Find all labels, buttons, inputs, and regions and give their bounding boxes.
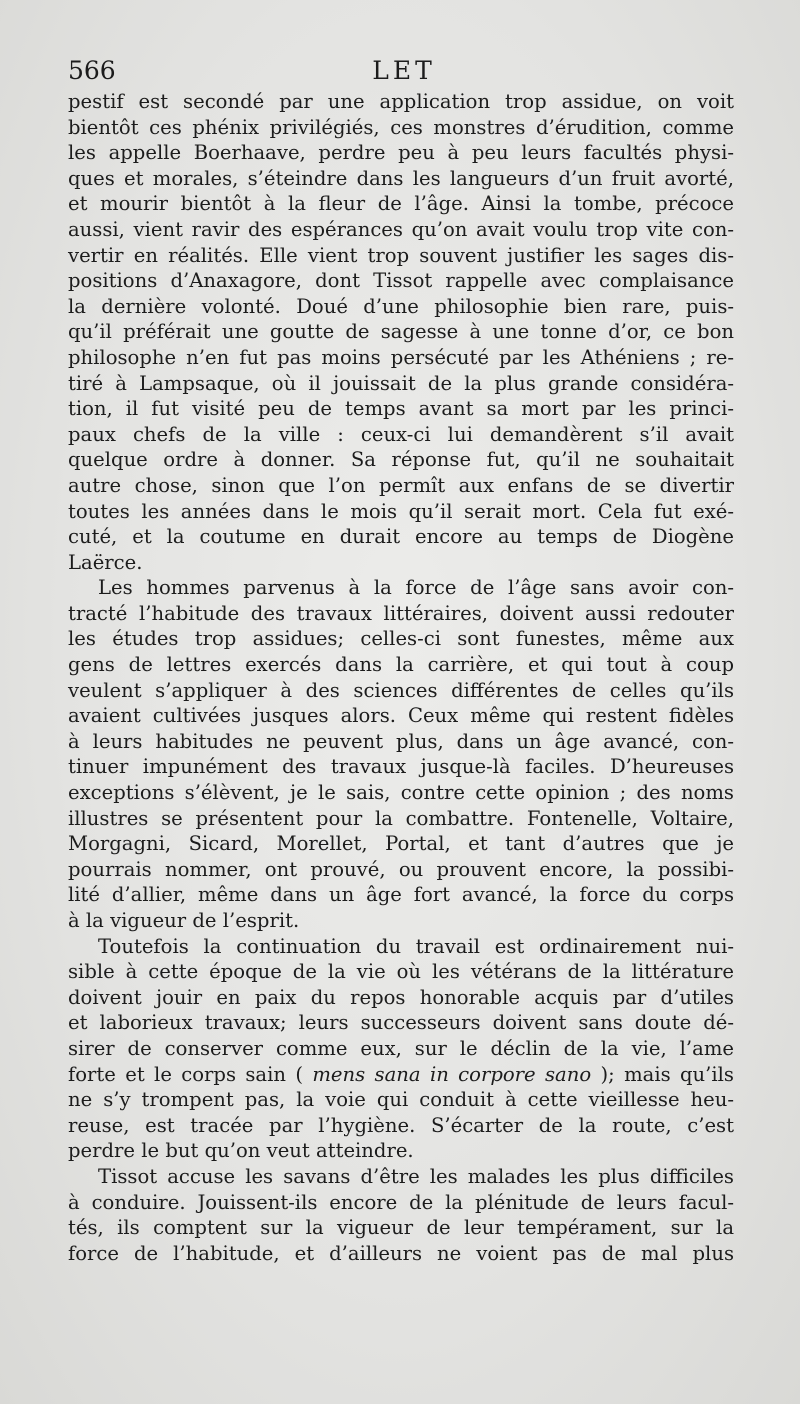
paragraph-hommes-parvenus — [68, 575, 734, 933]
text-line: lité d’allier, même dans un âge fort avancé, la force du corps — [68, 883, 734, 907]
text-line: autre chose, sinon que l’on permît aux enfans de se divertir — [68, 473, 734, 497]
text-line: sible à cette époque de la vie où les vétérans de la littérature — [68, 960, 734, 984]
text-line: et laborieux travaux; leurs successeurs doivent sans doute dé- — [68, 1011, 734, 1035]
body-text — [68, 89, 734, 1266]
text-line: la dernière volonté. Doué d’une philosophie bien rare, puis- — [68, 294, 734, 318]
text-line: force de l’habitude, et d’ailleurs ne voient pas de mal plus — [68, 1241, 734, 1265]
text-line: philosophe n’en fut pas moins persécuté par les Athéniens ; re- — [68, 345, 734, 369]
text-line: bientôt ces phénix privilégiés, ces monstres d’érudition, comme — [68, 115, 734, 139]
text-line: aussi, vient ravir des espérances qu’on avait voulu trop vite con- — [68, 217, 734, 241]
text-line: les appelle Boerhaave, perdre peu à peu leurs facultés physi- — [68, 141, 734, 165]
text-line: gens de lettres exercés dans la carrière, et qui tout à coup — [68, 653, 734, 677]
text-line: tés, ils comptent sur la vigueur de leur tempérament, sur la — [68, 1216, 734, 1240]
text-line: tion, il fut visité peu de temps avant sa mort par les princi- — [68, 397, 734, 421]
text-line: les études trop assidues; celles-ci sont funestes, même aux — [68, 627, 734, 651]
text-line: à la vigueur de l’esprit. — [68, 909, 300, 932]
latin-phrase: mens sana in corpore sano — [312, 1062, 592, 1086]
text-line: tiré à Lampsaque, où il jouissait de la plus grande considéra- — [68, 371, 734, 395]
text-line: et mourir bientôt à la fleur de l’âge. Ainsi la tombe, précoce — [68, 192, 734, 216]
paragraph-tissot — [68, 1164, 734, 1266]
text-line: positions d’Anaxagore, dont Tissot rappelle avec complaisance — [68, 269, 734, 293]
text-line: exceptions s’élèvent, je le sais, contre cette opinion ; des noms — [68, 781, 734, 805]
text-line: quelque ordre à donner. Sa réponse fut, qu’il ne souhaitait — [68, 448, 734, 472]
text-line: ne s’y trompent pas, la voie qui conduit à cette vieillesse heu- — [68, 1088, 734, 1112]
text-line: illustres se présentent pour la combattre. Fontenelle, Voltaire, — [68, 806, 734, 830]
text-line: Morgagni, Sicard, Morellet, Portal, et tant d’autres que je — [68, 832, 734, 856]
text-line: pourrais nommer, ont prouvé, ou prouvent encore, la possibi- — [68, 857, 734, 881]
text-line: tracté l’habitude des travaux littéraires, doivent aussi redouter — [68, 601, 734, 625]
paragraph-anaxagore — [68, 89, 734, 575]
text-line: Laërce. — [68, 550, 143, 574]
text-line: veulent s’appliquer à des sciences différentes de celles qu’ils — [68, 678, 734, 702]
text-line: Tissot accuse les savans d’être les malades les plus difficiles — [98, 1164, 734, 1188]
text-line: paux chefs de la ville : ceux-ci lui demandèrent s’il avait — [68, 422, 734, 446]
text-line: avaient cultivées jusques alors. Ceux même qui restent fidèles — [68, 704, 734, 728]
text-line: à leurs habitudes ne peuvent plus, dans un âge avancé, con- — [68, 729, 734, 753]
text-line: toutes les années dans le mois qu’il serait mort. Cela fut exé- — [68, 499, 734, 523]
running-head — [68, 54, 740, 88]
text-line: doivent jouir en paix du repos honorable acquis par d’utiles — [68, 985, 734, 1009]
text-line: cuté, et la coutume en durait encore au temps de Diogène — [68, 525, 734, 549]
text-line: forte et le corps sain ( mens sana in corpore sano ); mais qu’ils — [68, 1062, 734, 1086]
text-line: ques et morales, s’éteindre dans les langueurs d’un fruit avorté, — [68, 166, 734, 190]
page-number: 566 — [68, 56, 116, 85]
text-line: vertir en réalités. Elle vient trop souvent justifier les sages dis- — [68, 243, 734, 267]
text-line: qu’il préférait une goutte de sagesse à une tonne d’or, ce bon — [68, 320, 734, 344]
text-line: pestif est secondé par une application trop assidue, on voit — [68, 90, 734, 113]
running-title: LET — [372, 56, 436, 85]
text-line: Les hommes parvenus à la force de l’âge sans avoir con- — [98, 576, 734, 600]
text-line: sirer de conserver comme eux, sur le déclin de la vie, l’ame — [68, 1036, 734, 1060]
text-line: Toutefois la continuation du travail est ordinairement nui- — [98, 934, 734, 958]
paragraph-toutefois — [68, 934, 734, 1164]
text-line: reuse, est tracée par l’hygiène. S’écarter de la route, c’est — [68, 1113, 734, 1137]
text-line: perdre le but qu’on veut atteindre. — [68, 1139, 414, 1163]
text-line: tinuer impunément des travaux jusque-là faciles. D’heureuses — [68, 755, 734, 779]
text-line: à conduire. Jouissent-ils encore de la plénitude de leurs facul- — [68, 1190, 734, 1214]
